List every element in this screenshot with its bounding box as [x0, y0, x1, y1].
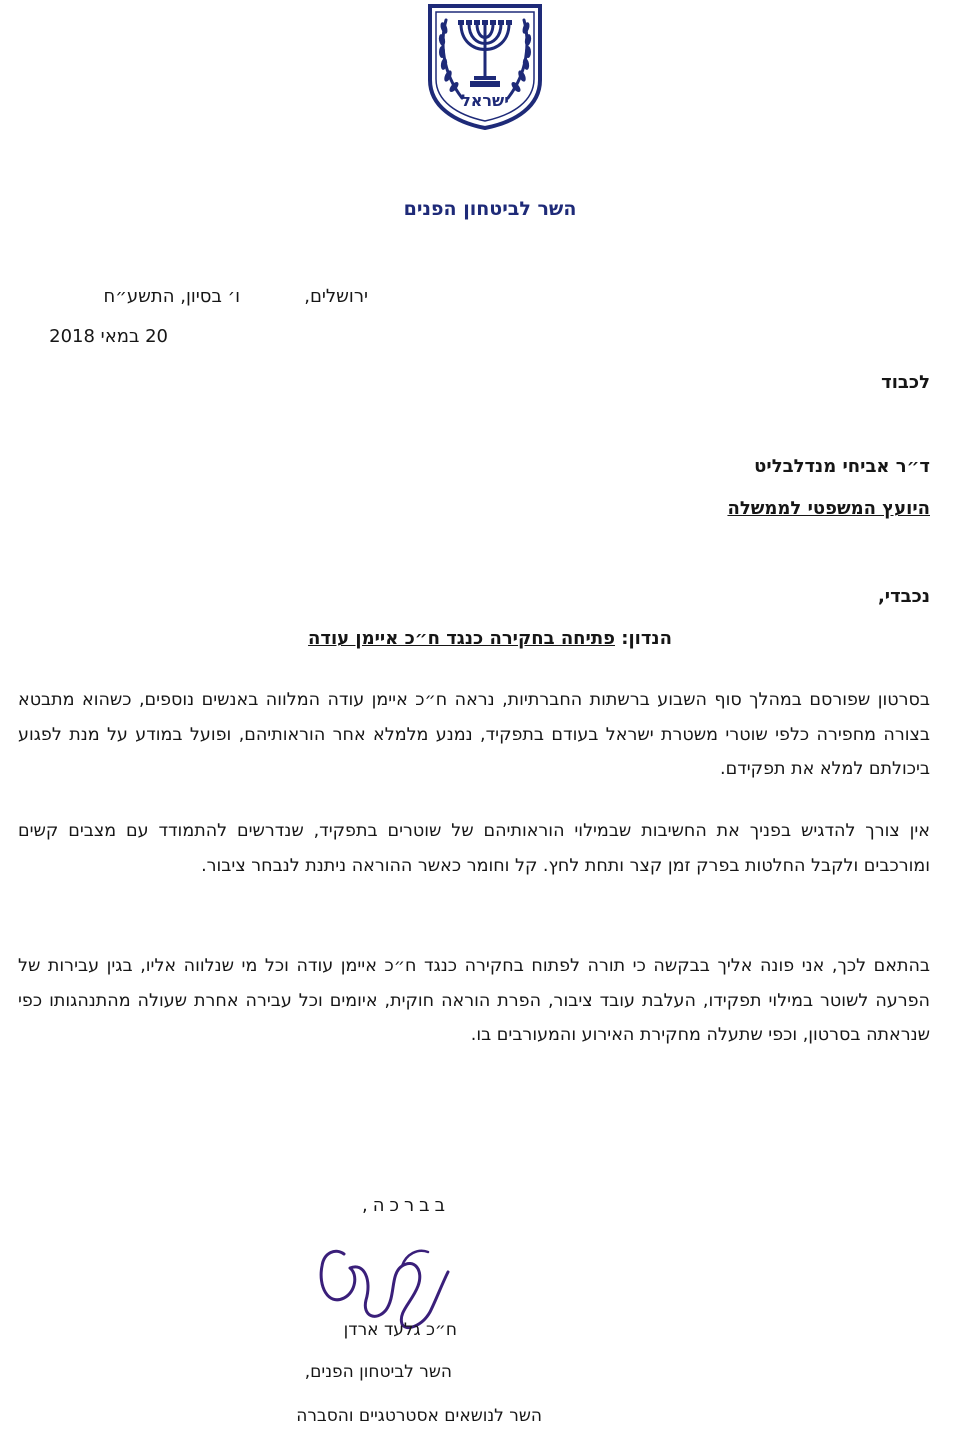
city: ירושלים,	[304, 286, 368, 307]
signer-title-2: השר לנושאים אסטרטגיים והסברה	[296, 1406, 542, 1426]
recipient-role: היועץ המשפטי לממשלה	[727, 498, 930, 519]
gregorian-date: 20 במאי 2018	[49, 326, 168, 347]
salutation-to: לכבוד	[881, 372, 930, 393]
subject-label: הנדון:	[621, 628, 672, 649]
body-paragraph-1: בסרטון שפורסם במהלך סוף השבוע ברשתות החברתיות, נראה ח״כ איימן עודה המלווה באנשים נוספים, כשהוא מתבטא בצורה מחפירה כלפי שוטרי משטרת ישראל בעודם בתפקיד, נמנע מלמלא אחר הוראותיהם, ופועל במודע על מנת לפגוע ביכולתם למלא את תפקידם.	[18, 690, 930, 779]
hebrew-date: ו׳ בסיון, התשע״ח	[103, 286, 240, 307]
recipient-name: ד״ר אביחי מנדלבליט	[754, 456, 930, 477]
body-paragraph-3: בהתאם לכך, אני פונה אליך בבקשה כי תורה לפתוח בחקירה כנגד ח״כ איימן עודה וכל מי שנלווה אליו, בגין עבירות של הפרעה לשוטר במילוי תפקידו, העלבת עובד ציבור, הפרת הוראה חוקית, איומים וכל עבירה אחרת שעולה מהתנהגותו כפי שנראתה בסרטון, וכפי שתעלה מחקירת האירוע והמעורבים בו.	[18, 956, 930, 1045]
office-title: השר לביטחון הפנים	[403, 198, 577, 220]
subject-line	[0, 628, 980, 649]
state-emblem-icon	[424, 2, 546, 130]
greeting: נכבדי,	[877, 586, 930, 607]
emblem-text: ישראל	[461, 91, 509, 110]
signer-title-1: השר לביטחון הפנים,	[304, 1362, 452, 1382]
signer-name: ח״כ גלעד ארדן	[343, 1320, 457, 1340]
closing: בברכה,	[362, 1195, 450, 1216]
subject-text: פתיחה בחקירה כנגד ח״כ איימן עודה	[308, 628, 615, 649]
handwritten-signature-icon	[306, 1240, 456, 1332]
body-paragraph-2: אין צורך להדגיש בפניך את החשיבות שבמילוי הוראותיהם של שוטרים בתפקיד, שנדרשים להתמודד עם מצבים קשים ומורכבים ולקבל החלטות בפרק זמן קצר ותחת לחץ. קל וחומר כאשר ההוראה ניתנת לנבחר ציבור.	[18, 821, 930, 876]
